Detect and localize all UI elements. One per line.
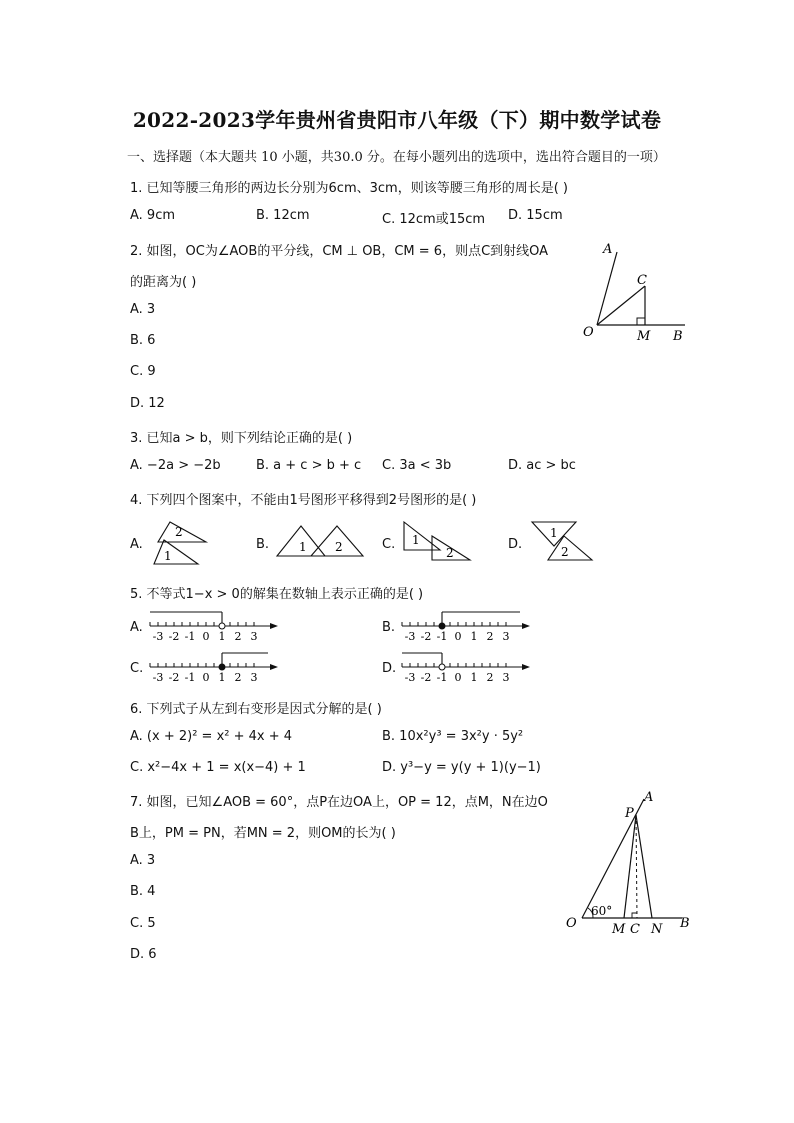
page-title: 2022-2023学年贵州省贵阳市八年级（下）期中数学试卷 [132,108,662,132]
tick-label: 1 [470,630,478,643]
q3-option-c[interactable]: C. 3a < 3b [382,458,452,473]
q7-angle-label: 60° [591,904,613,918]
tick-label: 3 [250,671,258,684]
q2-stem-line2: 的距离为( ) [130,275,197,290]
q4c-num-1: 1 [412,533,420,547]
q7-option-a[interactable]: A. 3 [130,853,156,868]
tick-label: -2 [168,671,180,684]
q7-label-a: A [644,790,654,805]
q6-option-b[interactable]: B. 10x²y³ = 3x²y · 5y² [382,729,524,744]
q4-figure-a [150,518,212,568]
tick-label: -1 [184,671,196,684]
q5-option-d[interactable]: D. [382,661,397,676]
q2-stem-line1: 2. 如图，OC为∠AOB的平分线，CM ⊥ OB，CM = 6，则点C到射线OA [130,244,549,259]
q2-label-b: B [673,329,683,344]
tick-label: 0 [454,630,462,643]
tick-label: -3 [404,671,416,684]
q7-label-o: O [566,916,577,931]
open-dot [219,623,225,629]
q2-label-c: C [637,273,647,288]
q5-option-a[interactable]: A. [130,620,143,635]
q1-option-a[interactable]: A. 9cm [130,208,176,223]
q4-option-c[interactable]: C. [382,537,396,552]
q4-figure-c [400,518,475,564]
q2-label-a: A [603,242,613,257]
q1-stem: 1. 已知等腰三角形的两边长分别为6cm、3cm，则该等腰三角形的周长是( ) [130,181,568,196]
q6-option-d[interactable]: D. y³−y = y(y + 1)(y−1) [382,760,541,775]
q6-option-c[interactable]: C. x²−4x + 1 = x(x−4) + 1 [130,760,306,775]
q5-numberline-d [400,645,535,689]
tick-label: 2 [486,630,494,643]
tick-label: 1 [470,671,478,684]
q2-option-b[interactable]: B. 6 [130,333,156,348]
q2-label-m: M [637,329,651,344]
q4a-num-2: 2 [175,525,183,539]
tick-label: 2 [234,630,242,643]
tick-label: 0 [454,671,462,684]
tick-label: 3 [502,671,510,684]
section-heading: 一、选择题（本大题共 10 小题，共30.0 分。在每小题列出的选项中，选出符合题目的一项） [127,150,666,165]
q4d-num-1: 1 [550,526,558,540]
q7-label-p: P [625,806,634,821]
open-dot [439,664,445,670]
q3-stem: 3. 已知a > b，则下列结论正确的是( ) [130,431,353,446]
q4c-num-2: 2 [446,546,454,560]
q1-option-b[interactable]: B. 12cm [256,208,310,223]
q5-numberline-b [400,604,535,648]
tick-label: -3 [404,630,416,643]
q6-option-a[interactable]: A. (x + 2)² = x² + 4x + 4 [130,729,293,744]
q4a-num-1: 1 [164,549,172,563]
q7-stem-line2: B上，PM = PN，若MN = 2，则OM的长为( ) [130,826,396,841]
q6-stem: 6. 下列式子从左到右变形是因式分解的是( ) [130,702,382,717]
q7-option-d[interactable]: D. 6 [130,947,157,962]
tick-label: 2 [234,671,242,684]
tick-label: 1 [218,671,226,684]
q2-label-o: O [583,325,594,340]
q7-option-b[interactable]: B. 4 [130,884,156,899]
q7-stem-line1: 7. 如图，已知∠AOB = 60°，点P在边OA上，OP = 12，点M，N在边O [130,795,548,810]
tick-label: -3 [152,630,164,643]
q2-option-d[interactable]: D. 12 [130,396,165,411]
q1-option-c[interactable]: C. 12cm或15cm [382,212,486,227]
q4-option-b[interactable]: B. [256,537,270,552]
q2-option-a[interactable]: A. 3 [130,302,156,317]
q4d-num-2: 2 [561,545,569,559]
tick-label: -2 [420,630,432,643]
tick-label: 3 [502,630,510,643]
q7-label-b: B [680,916,690,931]
arrow-head [522,664,530,670]
q2-option-c[interactable]: C. 9 [130,364,156,379]
q4b-num-1: 1 [299,540,307,554]
q4-figure-d [528,518,596,564]
q1-option-d[interactable]: D. 15cm [508,208,563,223]
q3-option-b[interactable]: B. a + c > b + c [256,458,362,473]
q5-stem: 5. 不等式1−x > 0的解集在数轴上表示正确的是( ) [130,587,424,602]
q7-option-c[interactable]: C. 5 [130,916,156,931]
q3-option-d[interactable]: D. ac > bc [508,458,576,473]
tick-label: -2 [420,671,432,684]
q4-stem: 4. 下列四个图案中，不能由1号图形平移得到2号图形的是( ) [130,493,477,508]
q2-figure [575,238,700,348]
q5-numberline-c [148,645,283,689]
q7-label-n: N [651,922,663,935]
q7-label-m: M [612,922,626,935]
q4-figure-b [275,522,367,562]
q5-numberline-a [148,604,283,648]
q4-option-a[interactable]: A. [130,537,143,552]
tick-label: 0 [202,630,210,643]
q3-option-a[interactable]: A. −2a > −2b [130,458,221,473]
closed-dot [439,623,445,629]
arrow-head [270,664,278,670]
tick-label: -3 [152,671,164,684]
q5-option-c[interactable]: C. [130,661,144,676]
tick-label: -1 [436,630,448,643]
q7-label-c: C [630,922,640,935]
tick-label: 3 [250,630,258,643]
tick-label: -1 [436,671,448,684]
arrow-head [270,623,278,629]
arrow-head [522,623,530,629]
tick-label: -2 [168,630,180,643]
q7-figure [560,785,700,935]
tick-label: -1 [184,630,196,643]
tick-label: 2 [486,671,494,684]
q4b-num-2: 2 [335,540,343,554]
q5-option-b[interactable]: B. [382,620,396,635]
closed-dot [219,664,225,670]
tick-label: 1 [218,630,226,643]
tick-label: 0 [202,671,210,684]
q4-option-d[interactable]: D. [508,537,523,552]
